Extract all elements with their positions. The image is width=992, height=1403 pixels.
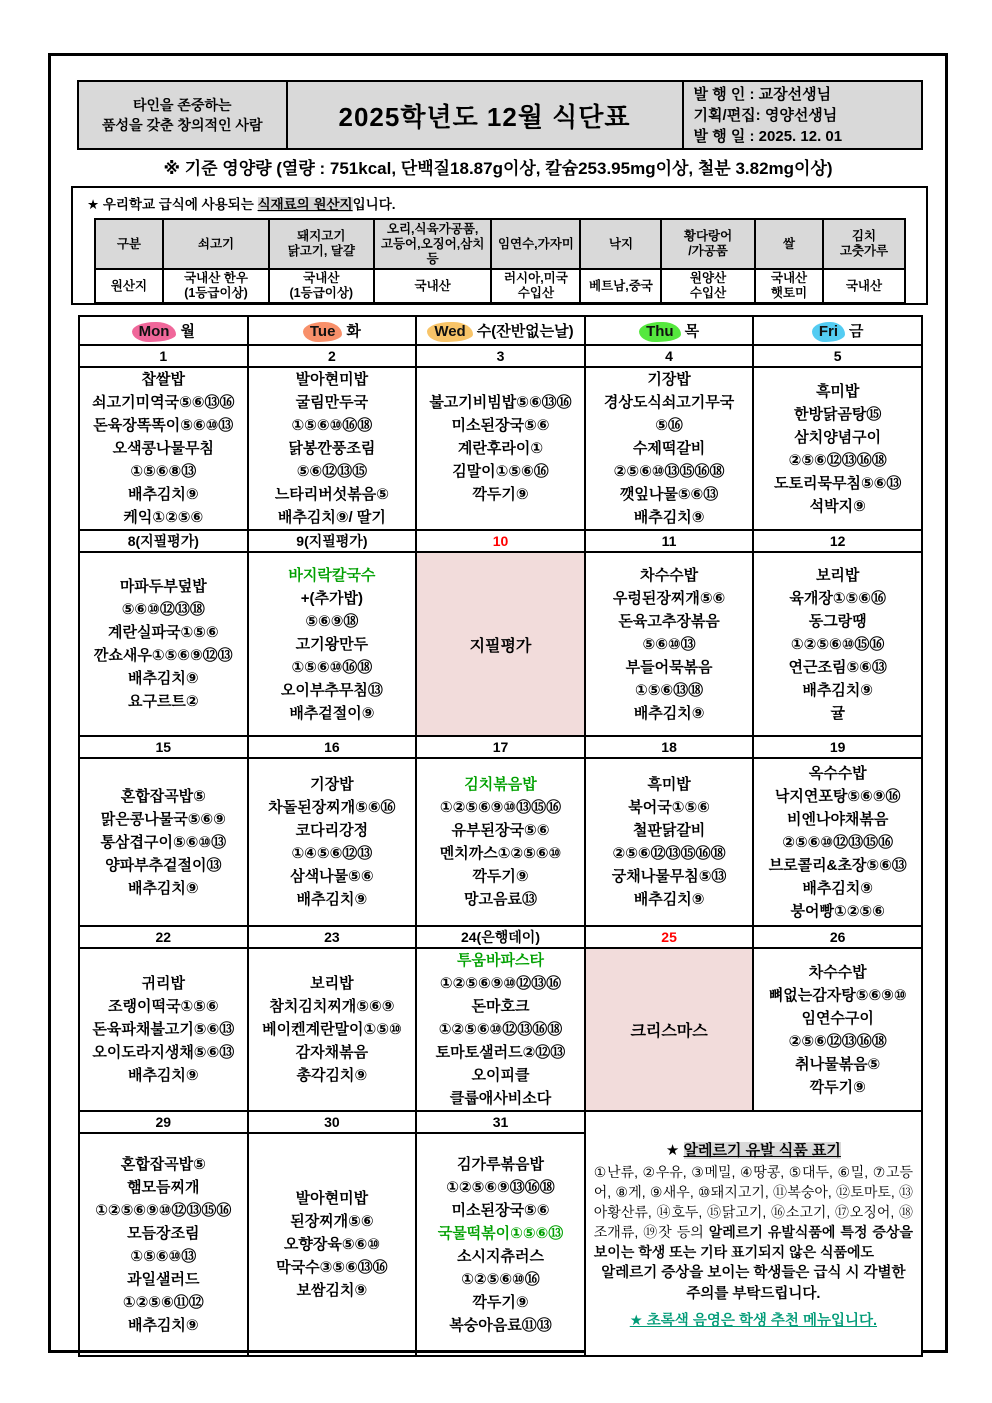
menu-item: 계란후라이① [457,440,544,457]
menu-item: 굴림만두국 [295,394,369,411]
day-header-thu [585,316,754,345]
menu-item: 연근조림⑤⑥⑬ [788,658,887,676]
menu-item: 망고음료⑬ [464,891,537,908]
menu-item: ②⑤⑥⑫⑬⑯⑱ [788,451,887,469]
date-cell: 30 [248,1111,417,1133]
menu-cell [753,758,922,926]
menu-item: ①②⑤⑥⑩⑮⑯ [790,635,885,653]
allergy-emphasis: 알레르기 유발식품에 특정 증상을 보이는 학생 또는 기타 표기되지 않은 식품에도 [593,1224,913,1260]
menu-item: 배추겉절이⑨ [289,704,375,722]
menu-item: 뼈없는감자탕⑤⑥⑨⑩ [768,986,907,1004]
menu-cell [248,1133,417,1356]
menu-cell [416,367,585,530]
menu-item: 돈육장똑똑이⑤⑥⑩⑬ [93,417,234,434]
date-cell: 5 [753,345,922,367]
menu-item: 경상도식쇠고기무국 [603,394,735,411]
menu-item: 배추김치⑨ [633,509,705,526]
date-cell: 3 [416,345,585,367]
menu-item: 배추김치⑨ [127,486,199,503]
menu-item: 배추김치⑨ [296,891,368,908]
menu-item: 취나물볶음⑤ [795,1055,881,1073]
date-cell: 31 [416,1111,585,1133]
origin-section [71,186,928,305]
menu-item: 차돌된장찌개⑤⑥⑯ [268,799,396,816]
menu-row-week-3 [79,758,922,926]
editor-line: 기획/편집: 영양선생님 [693,106,838,124]
menu-item: ②⑤⑥⑩⑬⑮⑯⑱ [613,463,725,480]
menu-item: 복숭아음료⑪⑬ [449,1316,552,1334]
menu-item: 닭봉깐풍조림 [288,440,376,457]
origin-column-header: 쌀 [755,219,824,269]
origin-value: 국내산 한우 (1등급이상) [163,269,268,303]
menu-item: 석박지⑨ [809,497,866,515]
menu-item: 막국수③⑤⑥⑬⑯ [276,1259,388,1276]
menu-item: 깍두기⑨ [472,486,529,503]
menu-item: 동그랑땡 [808,612,867,630]
date-cell: 12 [753,530,922,552]
menu-item: ①⑤⑥⑩⑬ [130,1247,197,1265]
menu-item: ②⑤⑥⑫⑬⑯⑱ [788,1032,887,1050]
menu-item: 오색콩나물무침 [112,440,215,457]
menu-item: 국물떡볶이①⑤⑥⑬ [437,1224,564,1242]
menu-item: ②⑤⑥⑫⑬⑮⑯⑱ [612,845,726,862]
origin-value: 국내산 (1등급이상) [269,269,374,303]
menu-item: ①②⑤⑥⑩⑯ [461,1270,540,1288]
menu-item: 조랭이떡국①⑤⑥ [108,998,219,1015]
menu-item: 깻잎나물⑤⑥⑬ [619,486,719,503]
page-border [48,53,948,1353]
menu-item: 토마토샐러드②⑫⑬ [435,1044,566,1061]
menu-item: ⑤⑥⑩⑫⑬⑱ [121,601,205,618]
day-header-mon [79,316,248,345]
menu-item: 바지락칼국수 [288,566,376,584]
origin-column-header: 쇠고기 [163,219,268,269]
date-cell: 11 [585,530,754,552]
date-row-week-5 [79,1111,922,1133]
menu-cell [79,367,248,530]
menu-row-week-1 [79,367,922,530]
origin-table [94,218,906,304]
menu-cell [585,367,754,530]
day-label-ko: 금 [849,322,864,340]
menu-item: 차수수밥 [808,963,867,981]
allergy-title [594,1139,913,1160]
menu-item: 김치볶음밥 [464,776,537,793]
menu-cell [753,552,922,736]
menu-item: ⑤⑥⑫⑬⑮ [296,463,368,480]
menu-item: +(추가밥) [300,589,363,607]
origin-note-highlight: 식재료의 원산지 [257,197,353,212]
menu-item: 양파부추겉절이⑬ [105,856,222,874]
menu-item: 쇠고기미역국⑤⑥⑬⑯ [92,394,235,411]
menu-cell [248,758,417,926]
menu-item: 불고기비빔밥⑤⑥⑬⑯ [429,394,572,411]
nutrition-standard: ※ 기준 영양량 (열량 : 751kcal, 단백질18.87g이상, 칼슘253.95mg이상, 철분 3.82mg이상) [163,159,833,178]
origin-value: 원양산 수입산 [661,269,754,303]
special-day-cell: 지필평가 [416,552,585,736]
menu-cell [585,758,754,926]
date-cell: 29 [79,1111,248,1133]
menu-item: 육개장①⑤⑥⑯ [789,589,886,607]
menu-item: 삼색나물⑤⑥ [290,868,374,885]
menu-item: 우렁된장찌개⑤⑥ [612,589,726,607]
allergy-title-text: 알레르기 유발 식품 표기 [683,1142,841,1159]
date-row-week-4 [79,926,922,948]
recommend-note: ★ 초록색 음영은 학생 추천 메뉴입니다. [629,1313,878,1329]
menu-cell [79,552,248,736]
day-label-ko: 화 [346,322,361,340]
origin-row-label: 원산지 [95,269,164,303]
menu-item: 느타리버섯볶음⑤ [274,486,389,503]
menu-item: 철판닭갈비 [632,822,706,839]
menu-item: 배추김치⑨ [633,704,705,722]
motto-line-2: 품성을 갖춘 창의적인 사람 [102,117,263,133]
menu-item: 케익①②⑤⑥ [123,509,204,526]
menu-item: 배추김치⑨ [633,891,705,908]
menu-item: 낙지연포탕⑤⑥⑨⑯ [774,787,901,805]
date-cell: 22 [79,926,248,948]
menu-item: 임연수구이 [801,1009,874,1027]
date-cell: 18 [585,736,754,758]
menu-item: 한방닭곰탕⑮ [793,405,882,423]
date-cell: 23 [248,926,417,948]
menu-item: ①④⑤⑥⑫⑬ [291,845,373,862]
menu-item: 유부된장국⑤⑥ [451,822,550,839]
menu-item: 도토리묵무침⑤⑥⑬ [774,474,902,492]
publication-info [684,82,921,148]
menu-item: 비엔나야채볶음 [786,810,889,828]
menu-item: 오이피클 [471,1067,530,1084]
menu-item: 브로콜리&초장⑤⑥⑬ [768,856,907,874]
date-cell: 25 [585,926,754,948]
menu-item: 오이도라지생채⑤⑥⑬ [92,1044,235,1061]
menu-item: 돈육파채불고기⑤⑥⑬ [92,1021,235,1038]
menu-item: 깍두기⑨ [809,1078,866,1096]
day-badge-thu: Thu [639,322,681,342]
menu-item: 총각김치⑨ [296,1067,368,1084]
date-cell: 2 [248,345,417,367]
menu-item: ①②⑤⑥⑨⑩⑫⑬⑮⑯ [95,1201,232,1219]
allergy-body [594,1162,913,1262]
menu-cell [248,367,417,530]
origin-note-suffix: 입니다. [352,197,396,212]
origin-value: 국내산 [374,269,491,303]
origin-value: 국내산 햇토미 [755,269,824,303]
menu-item: 혼합잡곡밥⑤ [120,787,206,805]
menu-item: 혼합잡곡밥⑤ [120,1155,206,1173]
menu-item: 모듬장조림 [127,1224,200,1242]
special-day-cell: 크리스마스 [585,948,754,1111]
menu-item: 미소된장국⑤⑥ [451,417,550,434]
menu-item: 귤 [830,704,845,722]
date-cell: 19 [753,736,922,758]
menu-item: 찹쌀밥 [141,371,186,388]
menu-item: ①②⑤⑥⑩⑫⑬⑯⑱ [438,1021,563,1038]
origin-column-header: 임연수,가자미 [491,219,580,269]
menu-item: 코다리강정 [295,822,369,839]
menu-item: 배추김치⑨ [127,670,199,687]
date-cell: 10 [416,530,585,552]
menu-item: 된장찌개⑤⑥ [290,1213,374,1230]
menu-item: 돈마호크 [471,998,530,1015]
menu-cell [79,1133,248,1356]
menu-cell [585,552,754,736]
menu-item: 깐쇼새우①⑤⑥⑨⑫⑬ [93,647,233,664]
day-label-ko: 월 [180,322,195,340]
menu-item: 햄모듬찌개 [127,1178,200,1196]
origin-column-header: 구분 [95,219,164,269]
menu-item: ①⑤⑥⑩⑯⑱ [291,658,373,676]
date-cell: 4 [585,345,754,367]
origin-column-header: 오리,식육가공품, 고등어,오징어,삼치 등 [374,219,491,269]
menu-cell [416,948,585,1111]
origin-column-header: 돼지고기 닭고기, 달걀 [269,219,374,269]
menu-item: 배추김치⑨ [802,681,874,699]
menu-item: 기장밥 [647,371,691,388]
origin-value: 베트남,중국 [580,269,661,303]
menu-item: 배추김치⑨ [127,879,199,897]
motto-line-1: 타인을 존중하는 [132,97,232,113]
origin-value: 러시아,미국 수입산 [491,269,580,303]
menu-item: ⑤⑯ [655,417,683,434]
star-icon: ★ [665,1142,684,1159]
menu-item: 삼치양념구이 [794,428,882,446]
day-header-fri [753,316,922,345]
menu-cell [79,948,248,1111]
day-label-ko: 수(잔반없는날) [476,322,574,340]
day-header-tue [248,316,417,345]
menu-item: 수제떡갈비 [632,440,706,457]
menu-item: 보리밥 [815,566,860,584]
menu-item: ①②⑤⑥⑨⑩⑬⑮⑯ [439,799,562,816]
document-header [77,80,923,150]
menu-item: 맑은콩나물국⑤⑥⑨ [100,810,226,828]
menu-item: 감자채볶음 [295,1044,369,1061]
date-cell: 15 [79,736,248,758]
menu-item: 기장밥 [310,776,354,793]
origin-note-prefix: ★ 우리학교 급식에 사용되는 [87,197,258,212]
menu-item: 깍두기⑨ [472,1293,529,1311]
menu-item: 차수수밥 [640,566,699,584]
day-header-wed [416,316,585,345]
date-cell: 24(은행데이) [416,926,585,948]
menu-item: 귀리밥 [141,975,186,992]
document-title: 2025학년도 12월 식단표 [288,82,684,148]
day-badge-wed: Wed [427,322,472,342]
menu-item: 소시지츄러스 [457,1247,544,1265]
date-cell: 16 [248,736,417,758]
menu-item: 보쌈김치⑨ [296,1282,368,1299]
menu-item: 발아현미밥 [295,1190,369,1207]
menu-item: 배추김치⑨ [802,879,874,897]
origin-column-header: 황다랑어 /가공품 [661,219,754,269]
menu-item: 참치김치찌개⑤⑥⑨ [269,998,395,1015]
menu-item: 베이켄계란말이①⑤⑩ [262,1021,402,1038]
origin-value-row [95,269,905,303]
menu-item: 고기왕만두 [295,635,369,653]
menu-item: 발아현미밥 [295,371,369,388]
menu-cell [248,552,417,736]
menu-item: ⑤⑥⑨⑱ [305,612,359,630]
menu-row-week-4 [79,948,922,1111]
menu-item: 클룹애사비소다 [449,1090,552,1107]
menu-table [78,315,923,1357]
menu-item: 흑미밥 [647,776,691,793]
publisher-line: 발 행 인 : 교장선생님 [693,85,832,103]
menu-item: 요구르트② [127,693,199,710]
menu-cell [753,948,922,1111]
allergen-list: ①난류, ②우유, ③메밀, ④땅콩, ⑤대두, ⑥밀, ⑦고등어, ⑧게, ⑨새우, ⑩돼지고기, ⑪복숭아, ⑫토마토, ⑬아황산류, ⑭호두, ⑮닭고기, ⑯소고기, ⑰오징어, ⑱조개류, ⑲잣 등의 [593,1164,913,1240]
menu-item: 김가루볶음밥 [457,1155,544,1173]
menu-cell [79,758,248,926]
menu-item: 깍두기⑨ [472,868,529,885]
menu-item: 배추김치⑨ [127,1067,199,1084]
menu-item: 통삼겹구이⑤⑥⑩⑬ [100,833,227,851]
menu-item: ①⑤⑥⑧⑬ [130,463,197,480]
origin-value: 국내산 [823,269,904,303]
menu-cell [248,948,417,1111]
menu-item: 흑미밥 [815,382,860,400]
allergy-info-box [585,1111,922,1356]
menu-item: 김말이①⑤⑥⑯ [452,463,549,480]
menu-cell [416,1133,585,1356]
school-motto [79,82,288,148]
menu-item: 계란실파국①⑤⑥ [108,624,219,641]
origin-header-row [95,219,905,269]
menu-item: 궁채나물무침⑤⑬ [611,868,727,885]
menu-row-week-2 [79,552,922,736]
menu-item: 부들어묵볶음 [625,658,713,676]
date-cell: 26 [753,926,922,948]
date-cell: 17 [416,736,585,758]
day-badge-fri: Fri [812,322,845,342]
origin-note [87,193,916,213]
date-row-week-2 [79,530,922,552]
menu-item: ①⑤⑥⑬⑱ [635,681,704,699]
date-cell: 8(지필평가) [79,530,248,552]
date-cell: 9(지필평가) [248,530,417,552]
menu-item: 보리밥 [310,975,354,992]
origin-column-header: 낙지 [580,219,661,269]
menu-item: 오향장육⑤⑥⑩ [283,1236,380,1253]
day-badge-mon: Mon [132,322,177,342]
menu-item: 배추김치⑨/ 딸기 [277,509,386,526]
menu-item: ①②⑤⑥⑪⑫ [122,1293,204,1311]
menu-cell [416,758,585,926]
menu-item: ⑤⑥⑩⑬ [642,635,696,653]
menu-item: 멘치까스①②⑤⑥⑩ [439,845,562,862]
allergy-caution: 알레르기 증상을 보이는 학생들은 급식 시 각별한 주의를 부탁드립니다. [601,1265,906,1302]
menu-item: 붕어빵①②⑤⑥ [790,902,885,920]
menu-item: ①②⑤⑥⑨⑩⑫⑬⑯ [439,975,562,992]
menu-cell [753,367,922,530]
menu-item: ①⑤⑥⑩⑯⑱ [291,417,373,434]
menu-item: 배추김치⑨ [127,1316,199,1334]
menu-item: 돈육고추장볶음 [618,612,720,630]
menu-item: 옥수수밥 [808,764,867,782]
menu-item: 과일샐러드 [127,1270,200,1288]
date-row-week-3 [79,736,922,758]
publish-date-line: 발 행 일 : 2025. 12. 01 [693,127,843,145]
menu-item: 오이부추무침⑬ [280,681,383,699]
date-row-week-1 [79,345,922,367]
menu-item: ②⑤⑥⑩⑫⑬⑮⑯ [782,833,894,851]
menu-item: ①②⑤⑥⑨⑬⑯⑱ [446,1178,555,1196]
date-cell: 1 [79,345,248,367]
day-badge-tue: Tue [303,322,343,342]
menu-item: 북어국①⑤⑥ [628,799,710,816]
day-header-row [79,316,922,345]
menu-item: 투움바파스타 [457,952,544,969]
menu-item: 미소된장국⑤⑥ [451,1201,550,1219]
day-label-ko: 목 [684,322,700,340]
menu-item: 마파두부덮밥 [119,578,207,595]
origin-column-header: 김치 고춧가루 [823,219,904,269]
